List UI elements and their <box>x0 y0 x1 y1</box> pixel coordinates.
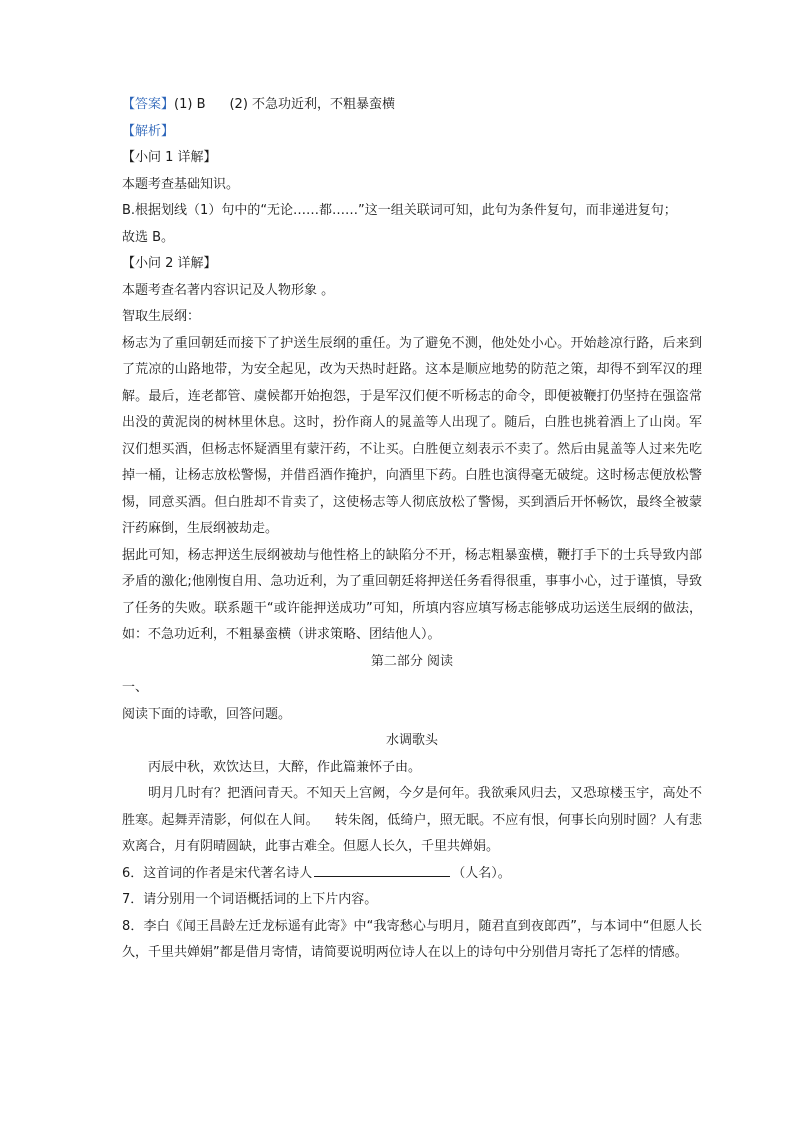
question-8: 8．李白《闻王昌龄左迁龙标遥有此寄》中“我寄愁心与明月，随君直到夜郎西”，与本词中“但愿人长久，千里共婵娟”都是借月寄情，请简要说明两位诗人在以上的诗句中分别借月寄托了怎样的情感。 <box>122 918 702 960</box>
q1-line-3: 故选 B。 <box>122 229 175 245</box>
question-7: 7．请分别用一个词语概括词的上下片内容。 <box>122 892 378 907</box>
section-number: 一、 <box>122 680 149 695</box>
q1-header: 【小问 1 详解】 <box>122 150 217 165</box>
answer-part-2: (2) 不急功近利，不粗暴蛮横 <box>229 97 396 112</box>
q2-line-1: 本题考查名著内容识记及人物形象 。 <box>122 282 335 298</box>
q1-line-2: B.根据划线（1）句中的“无论……都……”这一组关联词可知，此句为条件复句，而非递进复句； <box>122 203 677 218</box>
poem-body <box>122 781 702 861</box>
answer-blank[interactable] <box>314 862 450 877</box>
q2-paragraph-story: 杨志为了重回朝廷而接下了护送生辰纲的重任。为了避免不测，他处处小心。开始趁凉行路，后来到了荒凉的山路地带，为安全起见，改为天热时赶路。这本是顺应地势的防范之策，却得不到军汉的理解。最后，连老都管、虞候都开始抱怨，于是军汉们便不听杨志的命令，即便被鞭打仍坚持在强盗常出没的黄泥岗的树林里休息。这时，扮作商人的晁盖等人出现了。随后，白胜也挑着酒上了山岗。军汉们想买酒，但杨志怀疑酒里有蒙汗药，不让买。白胜便立刻表示不卖了。然后由晁盖等人过来先吃掉一桶，让杨志放松警惕，并借舀酒作掩护，向酒里下药。白胜也演得毫无破绽。这时杨志便放松警惕，同意买酒。但白胜却不肯卖了，这使杨志等人彻底放松了警惕，买到酒后开怀畅饮，最终全被蒙汗药麻倒，生辰纲被劫走。 <box>122 335 702 536</box>
poem-title: 水调歌头 <box>385 733 438 748</box>
answer-part-1: (1) B <box>174 97 206 112</box>
poem-lower-stanza: 转朱阁，低绮户，照无眠。不应有恨，何事长向别时圆？人有悲欢离合，月有阴晴圆缺，此事古难全。但愿人长久，千里共婵娟。 <box>122 812 702 854</box>
section-title: 第二部分 阅读 <box>370 653 454 669</box>
section-instruction: 阅读下面的诗歌，回答问题。 <box>122 706 292 722</box>
q2-paragraph-conclusion: 据此可知，杨志押送生辰纲被劫与他性格上的缺陷分不开，杨志粗暴蛮横，鞭打手下的士兵导致内部矛盾的激化;他刚愎自用、急功近利，为了重回朝廷将押送任务看得很重，事事小心，过于谨慎，导致了任务的失败。联系题干“或许能押送成功”可知，所填内容应填写杨志能够成功运送生辰纲的做法，如：不急功近利，不粗暴蛮横（讲求策略、团结他人）。 <box>122 547 702 642</box>
poem-upper-stanza: 明月几时有？把酒问青天。不知天上宫阙，今夕是何年。我欲乘风归去，又恐琼楼玉宇，高处不胜寒。起舞弄清影，何似在人间。 <box>122 786 702 828</box>
analysis-tag: 【解析】 <box>122 123 175 139</box>
question-6: 6．这首词的作者是宋代著名诗人 （人名）。 <box>122 861 702 888</box>
answer-line <box>122 92 702 119</box>
answer-tag: 【答案】 <box>122 97 175 112</box>
q1-line-1: 本题考查基础知识。 <box>122 176 240 192</box>
q2-line-2: 智取生辰纲： <box>122 309 201 324</box>
q2-header: 【小问 2 详解】 <box>122 256 217 271</box>
poem-preface: 丙辰中秋，欢饮达旦，大醉，作此篇兼怀子由。 <box>148 759 422 775</box>
document-content <box>122 92 702 967</box>
